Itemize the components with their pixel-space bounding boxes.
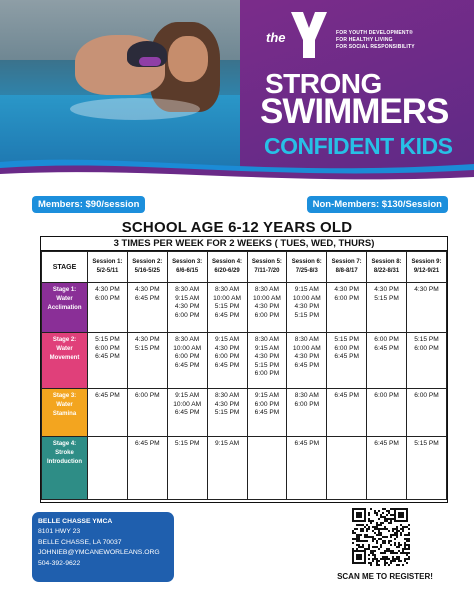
class-time: 6:00 PM — [214, 353, 240, 361]
session-header: Session 6: 7/25-8/3 — [287, 252, 327, 283]
class-time: 6:00 PM — [294, 400, 320, 408]
session-time-cell — [367, 389, 407, 437]
session-time-cell — [287, 283, 327, 333]
wave-divider — [0, 150, 474, 190]
class-time: 6:00 PM — [95, 294, 120, 302]
session-time-cell — [247, 437, 287, 500]
class-time: 9:15 AM — [214, 336, 240, 343]
schedule-title: SCHOOL AGE 6-12 YEARS OLD — [121, 219, 353, 236]
table-row — [42, 333, 447, 389]
class-time: 5:15 PM — [214, 303, 240, 311]
session-time-cell — [88, 389, 128, 437]
class-time: 6:45 PM — [135, 294, 160, 302]
session-time-cell — [207, 437, 247, 500]
class-time: 10:00 AM — [292, 294, 321, 302]
class-time: 5:15 PM — [294, 311, 320, 319]
class-time: 4:30 PM — [214, 400, 240, 408]
class-time: 5:15 PM — [135, 344, 160, 352]
class-time: 5:15 PM — [174, 440, 200, 447]
class-time: 4:30 PM — [254, 353, 280, 361]
class-time: 5:15 PM — [414, 336, 439, 343]
class-time: 5:15 PM — [374, 294, 399, 302]
table-row — [42, 437, 447, 500]
scan-to-register-label: SCAN ME TO REGISTER! — [337, 572, 433, 581]
header-row — [42, 252, 447, 283]
class-time: 6:00 PM — [254, 370, 280, 378]
session-header: Session 2: 5/16-5/25 — [127, 252, 167, 283]
class-time: 8:30 AM — [254, 336, 280, 343]
session-time-cell — [88, 333, 128, 389]
session-header: Session 3: 6/6-6/15 — [167, 252, 207, 283]
session-time-cell — [407, 333, 447, 389]
session-time-cell — [207, 333, 247, 389]
class-time: 4:30 PM — [135, 286, 160, 293]
class-time: 6:00 PM — [254, 400, 280, 408]
session-time-cell — [167, 333, 207, 389]
contact-phone[interactable]: 504-392-9622 — [38, 559, 81, 567]
class-time: 6:45 PM — [374, 440, 399, 447]
table-row — [42, 389, 447, 437]
schedule-table — [40, 236, 448, 503]
session-time-cell — [367, 283, 407, 333]
class-time: 6:45 PM — [174, 361, 200, 369]
contact-email[interactable]: JOHNIEB@YMCANEWORLEANS.ORG — [38, 549, 160, 556]
class-time: 4:30 PM — [95, 286, 120, 293]
class-time: 8:30 AM — [214, 392, 240, 399]
class-time: 4:30 PM — [174, 303, 200, 311]
class-time: 5:15 PM — [334, 336, 359, 343]
session-header: Session 9: 9/12-9/21 — [407, 252, 447, 283]
ymca-tagline: FOR YOUTH DEVELOPMENT® FOR HEALTHY LIVING FOR SOCIAL RESPONSIBILITY — [336, 30, 415, 50]
session-time-cell — [167, 437, 207, 500]
class-time: 5:15 PM — [214, 409, 240, 417]
session-time-cell — [167, 283, 207, 333]
session-time-cell — [167, 389, 207, 437]
class-time: 6:00 PM — [414, 392, 439, 399]
stage-label-cell: Stage 2: Water Movement — [42, 333, 88, 389]
hero-title-confident-kids: CONFIDENT KIDS — [264, 133, 453, 159]
session-time-cell — [327, 389, 367, 437]
branch-name: BELLE CHASSE YMCA — [38, 518, 113, 525]
class-time: 6:45 PM — [374, 344, 399, 352]
class-time: 6:45 PM — [334, 392, 359, 399]
class-time: 8:30 AM — [175, 336, 200, 343]
hero-banner — [0, 0, 474, 190]
class-time: 6:00 PM — [334, 344, 359, 352]
stage-label-cell: Stage 1: Water Acclimation — [42, 283, 88, 333]
session-header: Session 7: 8/8-8/17 — [327, 252, 367, 283]
session-time-cell — [207, 283, 247, 333]
class-time: 5:15 PM — [414, 440, 439, 447]
session-time-cell — [287, 333, 327, 389]
schedule-subtitle: 3 TIMES PER WEEK FOR 2 WEEKS ( TUES, WED, THURS) — [41, 237, 447, 251]
session-time-cell — [247, 333, 287, 389]
stage-label-cell: Stage 3: Water Stamina — [42, 389, 88, 437]
stage-label-cell: Stage 4: Stroke Introduction — [42, 437, 88, 500]
session-header: Session 5: 7/11-7/20 — [247, 252, 287, 283]
session-time-cell — [407, 389, 447, 437]
class-time: 8:30 AM — [294, 336, 319, 343]
class-time: 6:45 PM — [174, 409, 200, 417]
address-line-2: BELLE CHASSE, LA 70037 — [38, 538, 122, 546]
session-time-cell — [127, 389, 167, 437]
child-swimmer-figure — [75, 35, 165, 95]
non-members-price-badge: Non-Members: $130/Session — [307, 196, 448, 213]
class-time: 8:30 AM — [175, 286, 200, 293]
stage-column-header: STAGE — [42, 252, 88, 283]
class-time: 9:15 AM — [214, 440, 240, 447]
class-time: 10:00 AM — [253, 294, 281, 302]
session-header: Session 4: 6/20-6/29 — [207, 252, 247, 283]
class-time: 5:15 PM — [254, 361, 280, 369]
session-time-cell — [327, 283, 367, 333]
session-time-cell — [127, 437, 167, 500]
class-time: 9:15 AM — [254, 392, 280, 399]
session-time-cell — [247, 283, 287, 333]
hero-title-swimmers: SWIMMERS — [260, 92, 449, 131]
pricing-row — [0, 196, 474, 218]
class-time: 6:45 PM — [214, 361, 240, 369]
session-header: Session 8: 8/22-8/31 — [367, 252, 407, 283]
class-time: 10:00 AM — [173, 344, 202, 352]
class-time: 6:45 PM — [294, 361, 320, 369]
session-time-cell — [407, 437, 447, 500]
class-time: 9:15 AM — [254, 344, 280, 352]
class-time: 10:00 AM — [173, 400, 202, 408]
schedule-body — [42, 283, 447, 500]
class-time: 10:00 AM — [213, 294, 241, 302]
session-time-cell — [247, 389, 287, 437]
class-time: 8:30 AM — [254, 286, 280, 293]
hero-title-strong: STRONG — [265, 68, 382, 99]
table-row — [42, 283, 447, 333]
class-time: 6:45 PM — [214, 311, 240, 319]
class-time: 6:00 PM — [135, 392, 160, 399]
class-time: 9:15 AM — [294, 286, 319, 293]
register-qr-code[interactable] — [352, 508, 410, 566]
class-time: 6:45 PM — [95, 353, 120, 361]
session-time-cell — [367, 333, 407, 389]
contact-card — [32, 512, 174, 582]
session-header: Session 1: 5/2-5/11 — [88, 252, 128, 283]
class-time: 4:30 PM — [294, 353, 320, 361]
class-time: 6:00 PM — [414, 344, 439, 352]
session-time-cell — [127, 283, 167, 333]
class-time: 6:45 PM — [254, 409, 280, 417]
class-time: 4:30 PM — [334, 286, 359, 293]
class-time: 6:00 PM — [254, 311, 280, 319]
class-time: 9:15 AM — [175, 294, 200, 302]
class-time: 6:45 PM — [334, 353, 359, 361]
class-time: 6:45 PM — [294, 440, 320, 447]
session-time-cell — [207, 389, 247, 437]
session-time-cell — [88, 437, 128, 500]
session-time-cell — [407, 283, 447, 333]
session-grid — [41, 251, 447, 500]
class-time: 6:00 PM — [95, 344, 120, 352]
class-time: 6:00 PM — [374, 392, 399, 399]
class-time: 8:30 AM — [294, 392, 319, 399]
class-time: 9:15 AM — [175, 392, 200, 399]
class-time: 6:45 PM — [95, 392, 120, 399]
class-time: 5:15 PM — [95, 336, 120, 343]
class-time: 6:00 PM — [334, 294, 359, 302]
session-time-cell — [287, 389, 327, 437]
class-time: 4:30 PM — [374, 286, 399, 293]
session-time-cell — [127, 333, 167, 389]
class-time: 10:00 AM — [292, 344, 321, 352]
members-price-badge: Members: $90/session — [32, 196, 145, 213]
session-time-cell — [327, 333, 367, 389]
session-time-cell — [367, 437, 407, 500]
class-time: 4:30 PM — [135, 336, 160, 343]
class-time: 6:00 PM — [174, 353, 200, 361]
class-time: 4:30 PM — [254, 303, 280, 311]
class-time: 4:30 PM — [214, 344, 240, 352]
session-time-cell — [327, 437, 367, 500]
session-time-cell — [287, 437, 327, 500]
class-time: 6:00 PM — [374, 336, 399, 343]
class-time: 6:00 PM — [174, 311, 200, 319]
address-line-1: 8101 HWY 23 — [38, 528, 81, 535]
class-time: 4:30 PM — [414, 286, 439, 293]
class-time: 6:45 PM — [135, 440, 160, 447]
session-time-cell — [88, 283, 128, 333]
logo-the: the — [266, 30, 286, 45]
class-time: 4:30 PM — [294, 303, 320, 311]
class-time: 8:30 AM — [214, 286, 240, 293]
